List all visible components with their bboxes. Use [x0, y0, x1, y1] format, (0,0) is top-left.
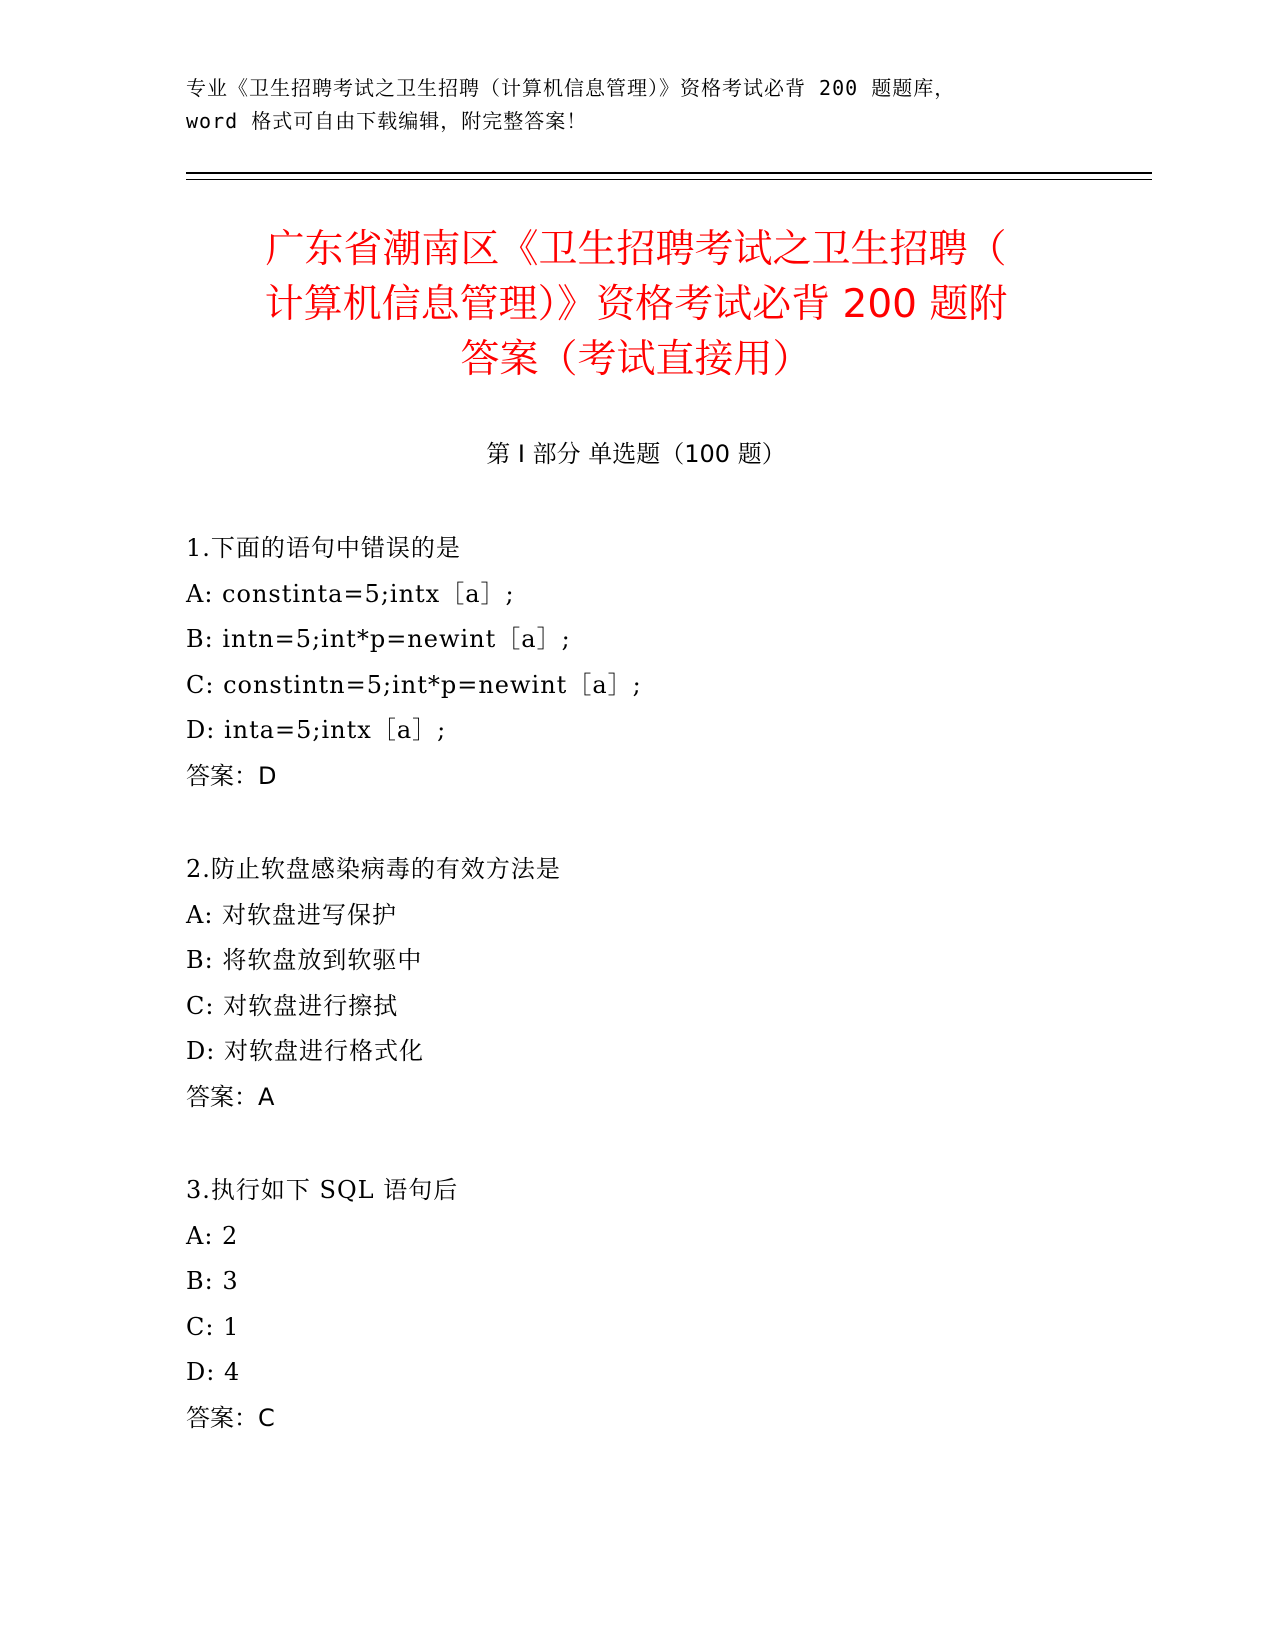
- option-d: D: 对软盘进行格式化: [186, 1037, 424, 1065]
- header-note-line-2: word 格式可自由下载编辑，附完整答案！: [186, 109, 588, 133]
- option-d: D: 4: [186, 1358, 241, 1386]
- header-note: [186, 72, 1086, 138]
- option-b: B: 将软盘放到软驱中: [186, 946, 423, 974]
- option-a: A: 对软盘进写保护: [186, 900, 398, 929]
- document-title-line-2: 计算机信息管理）》资格考试必背 200 题附: [264, 282, 1008, 327]
- document-title-line-3: 答案（考试直接用）: [460, 337, 812, 382]
- section-heading: 第 I 部分 单选题（100 题）: [486, 440, 786, 468]
- question-list: [186, 526, 1086, 1489]
- question-stem: 3.执行如下 SQL 语句后: [186, 1176, 459, 1204]
- header-divider-thin: [186, 179, 1152, 180]
- option-d: D: inta=5;intx［a］;: [186, 716, 447, 744]
- option-b: B: intn=5;int*p=newint［a］;: [186, 625, 571, 653]
- header-note-line-1: 专业《卫生招聘考试之卫生招聘（计算机信息管理）》资格考试必背 200 题题库，: [186, 76, 956, 100]
- option-c: C: constintn=5;int*p=newint［a］;: [186, 670, 642, 699]
- question-3: [186, 1168, 1086, 1441]
- header-divider-thick: [186, 172, 1152, 174]
- question-stem: 1.下面的语句中错误的是: [186, 534, 461, 562]
- option-a: A: constinta=5;intx［a］;: [186, 579, 515, 608]
- question-2: [186, 847, 1086, 1120]
- question-stem: 2.防止软盘感染病毒的有效方法是: [186, 855, 561, 883]
- document-title-line-1: 广东省潮南区《卫生招聘考试之卫生招聘（: [265, 227, 1007, 272]
- answer: 答案：C: [186, 1403, 275, 1432]
- answer: 答案：D: [186, 761, 277, 790]
- document-title: [186, 222, 1086, 387]
- answer: 答案：A: [186, 1082, 275, 1111]
- option-b: B: 3: [186, 1267, 239, 1295]
- option-a: A: 2: [186, 1221, 239, 1250]
- question-1: [186, 526, 1086, 799]
- option-c: C: 1: [186, 1312, 240, 1341]
- option-c: C: 对软盘进行擦拭: [186, 991, 399, 1020]
